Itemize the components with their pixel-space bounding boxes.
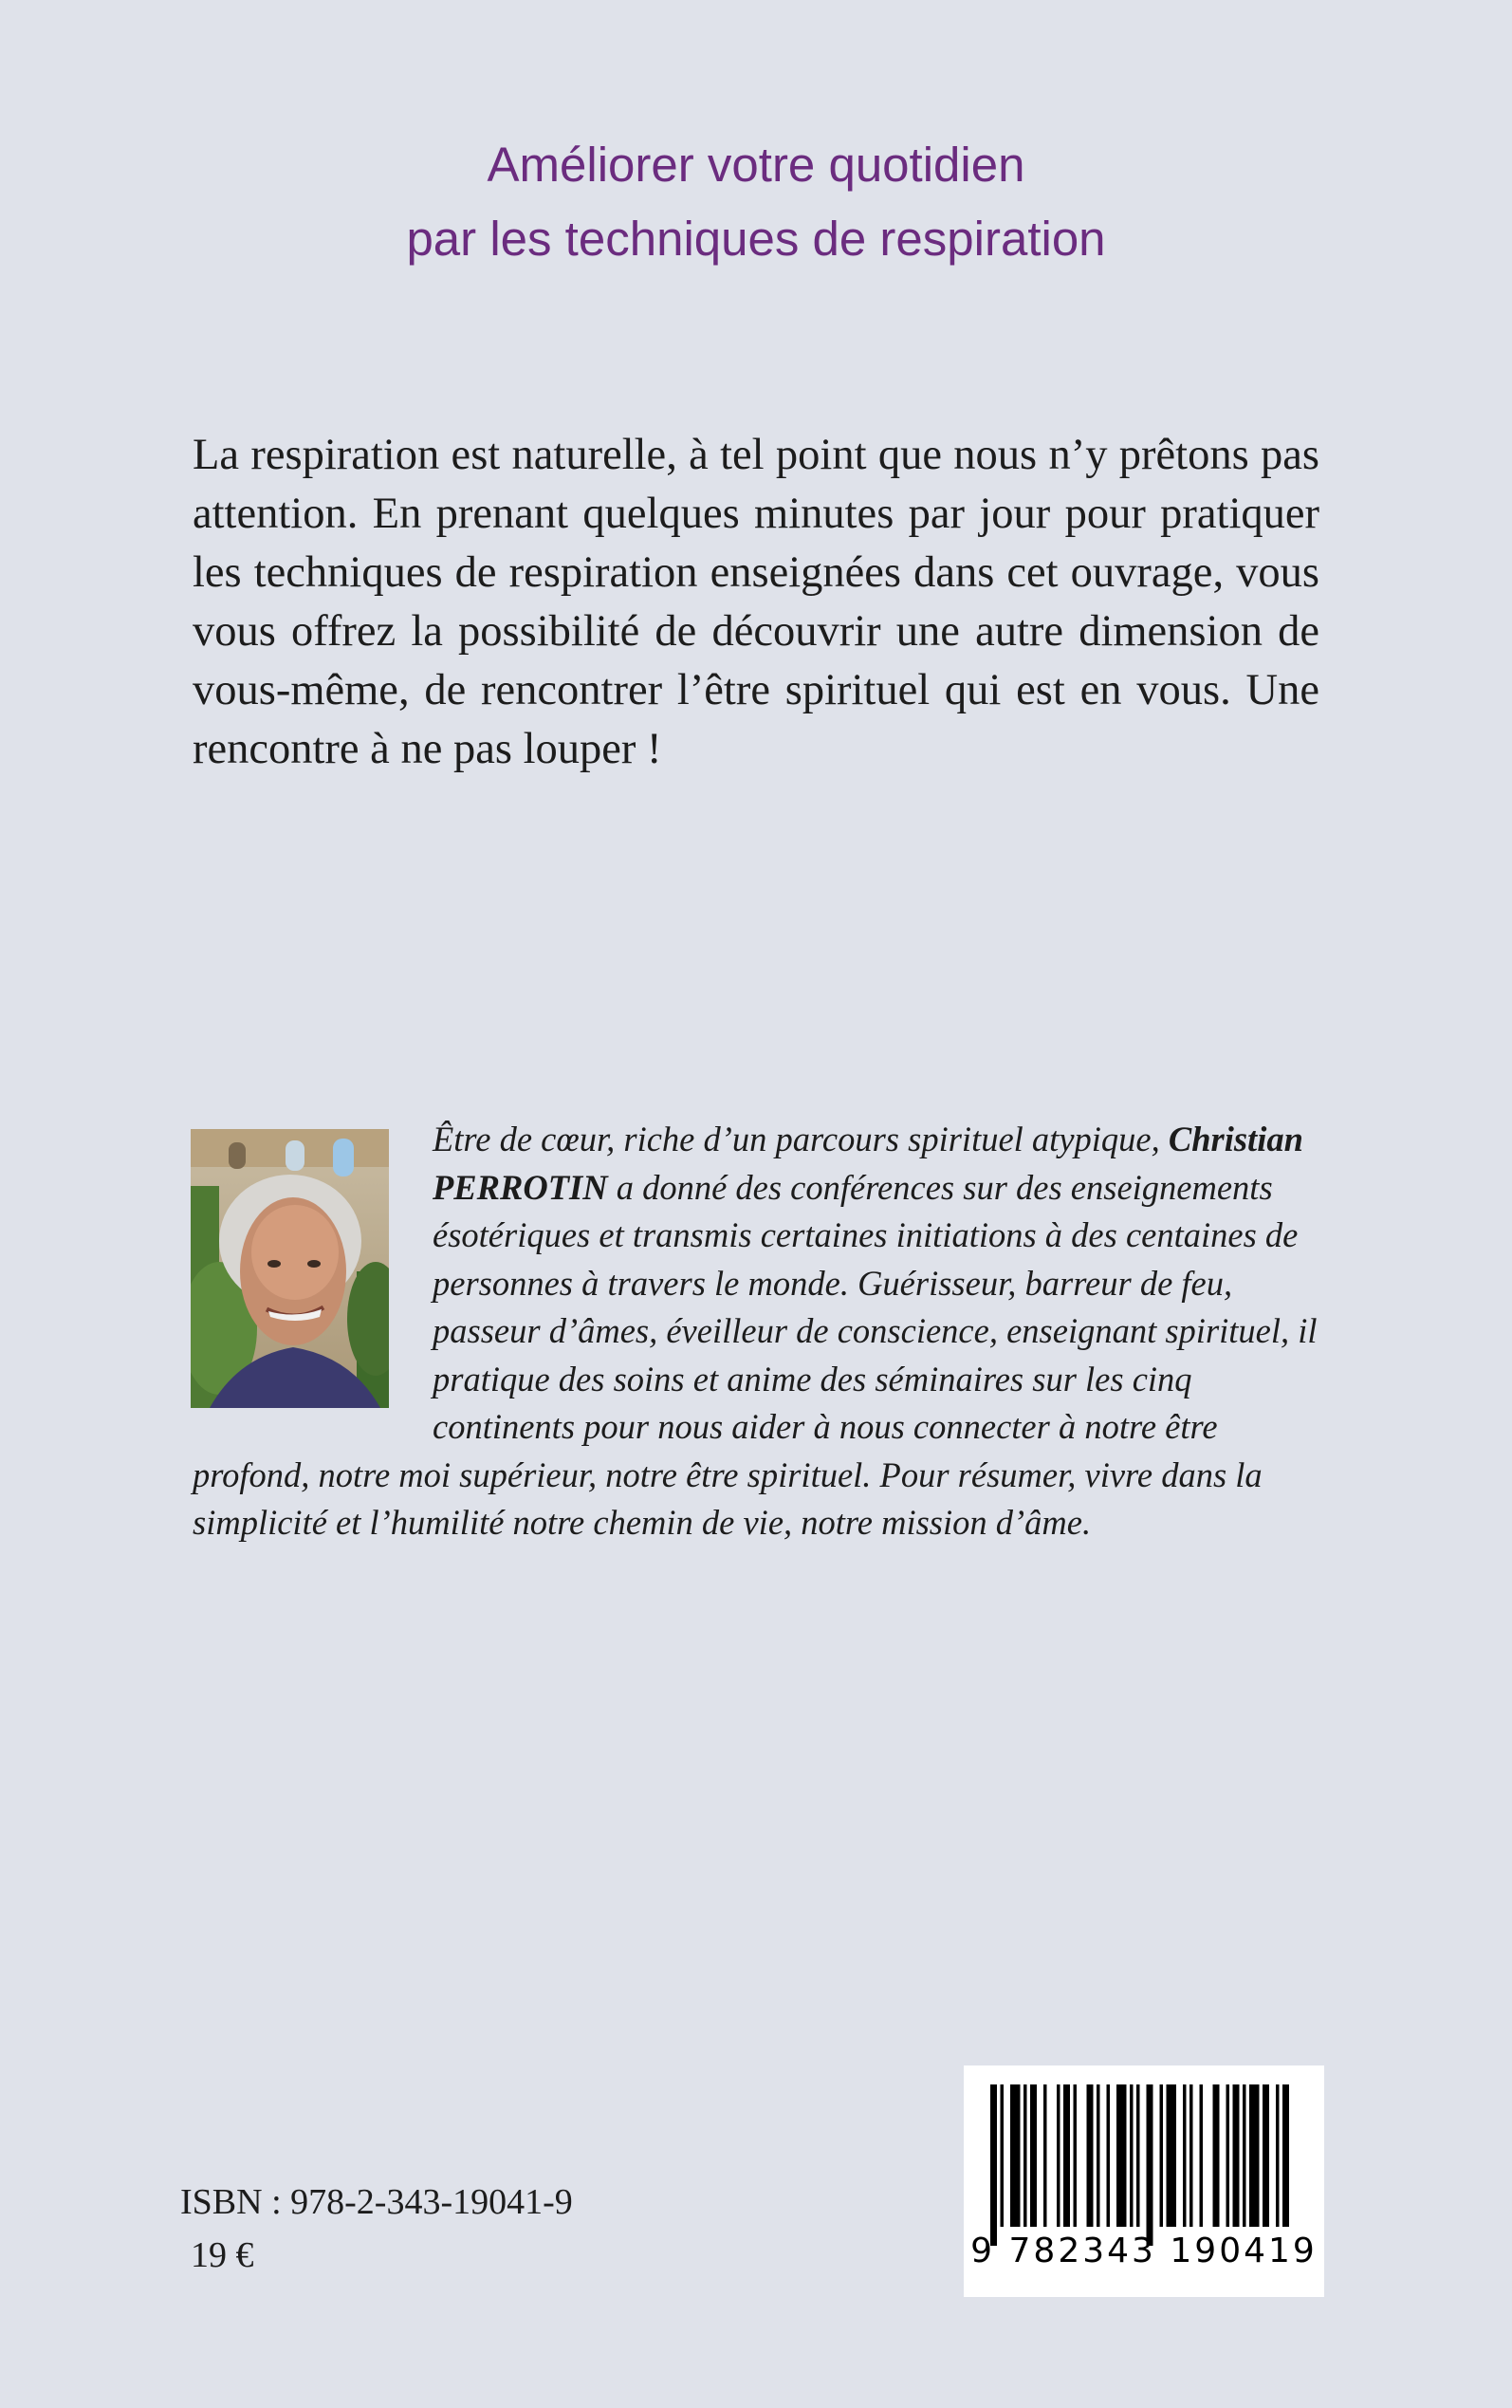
bio-body: a donné des conférences sur des enseignements ésotériques et transmis certaines initiations à des centaines de personnes à travers le monde. Guérisseur, barreur de feu, passeur d’âmes, éveilleur de conscience, enseignant spirituel, il pratique des soins et anime des séminaires sur les cinq continents pour nous aider à nous connecter à notre être profond, notre moi supérieur, notre être spirituel. Pour résumer, vivre dans la simplicité et l’humilité notre chemin de vie, notre mission d’âme. (193, 1167, 1318, 1542)
barcode-bar (1030, 2084, 1037, 2227)
author-bio (193, 1116, 1319, 1547)
subtitle-line-2: par les techniques de respiration (406, 212, 1106, 266)
barcode-bar (1010, 2084, 1021, 2227)
book-blurb: La respiration est naturelle, à tel point que nous n’y prêtons pas attention. En prenant quelques minutes par jour pour pratiquer les techniques de respiration enseignées dans cet ouvrage, vous vous offrez la possibilité de découvrir une autre dimension de vous-même, de rencontrer l’être spirituel qui est en vous. Une rencontre à ne pas louper ! (193, 431, 1319, 773)
author-name-last: PERROTIN (433, 1167, 608, 1207)
barcode-bar (1136, 2084, 1140, 2227)
barcode-bar (1200, 2084, 1204, 2227)
barcode-bar (1001, 2084, 1005, 2227)
barcode-bar (1043, 2084, 1047, 2227)
barcode-bar (1167, 2084, 1177, 2227)
photo-float-spacer (193, 1116, 433, 1410)
isbn-number: ISBN : 978-2-343-19041-9 (180, 2182, 573, 2222)
isbn-barcode (964, 2065, 1324, 2297)
barcode-bar (1023, 2084, 1027, 2227)
barcode-bar (1130, 2084, 1134, 2227)
bio-intro: Être de cœur, riche d’un parcours spirituel atypique, (433, 1120, 1169, 1158)
barcode-bar (1057, 2084, 1060, 2227)
barcode-bar (1189, 2084, 1193, 2227)
barcode-bar (1276, 2084, 1280, 2227)
barcode-bar (1249, 2084, 1260, 2227)
barcode-digits: 9 782343 190419 (970, 2232, 1318, 2270)
barcode-bar (1160, 2084, 1164, 2227)
barcode-bar (1213, 2084, 1220, 2227)
barcode-bar (1097, 2084, 1100, 2227)
author-name-first: Christian (1168, 1120, 1303, 1158)
price: 19 € (191, 2235, 254, 2275)
barcode-bar (1243, 2084, 1246, 2227)
barcode-bar (1116, 2084, 1127, 2227)
barcode-bar (1107, 2084, 1111, 2227)
barcode-bar (1087, 2084, 1094, 2227)
barcode-bar (1282, 2084, 1289, 2227)
barcode-bar (990, 2084, 997, 2246)
barcode-bar (1233, 2084, 1240, 2227)
barcode-bar (1074, 2084, 1078, 2227)
barcode-bar (1063, 2084, 1070, 2227)
barcode-bar (1183, 2084, 1187, 2227)
back-cover-subtitle (0, 128, 1512, 276)
barcode-bar (1263, 2084, 1269, 2227)
subtitle-line-1: Améliorer votre quotidien (487, 138, 1025, 192)
barcode-bar (1147, 2084, 1153, 2246)
barcode-bar (1226, 2084, 1230, 2227)
